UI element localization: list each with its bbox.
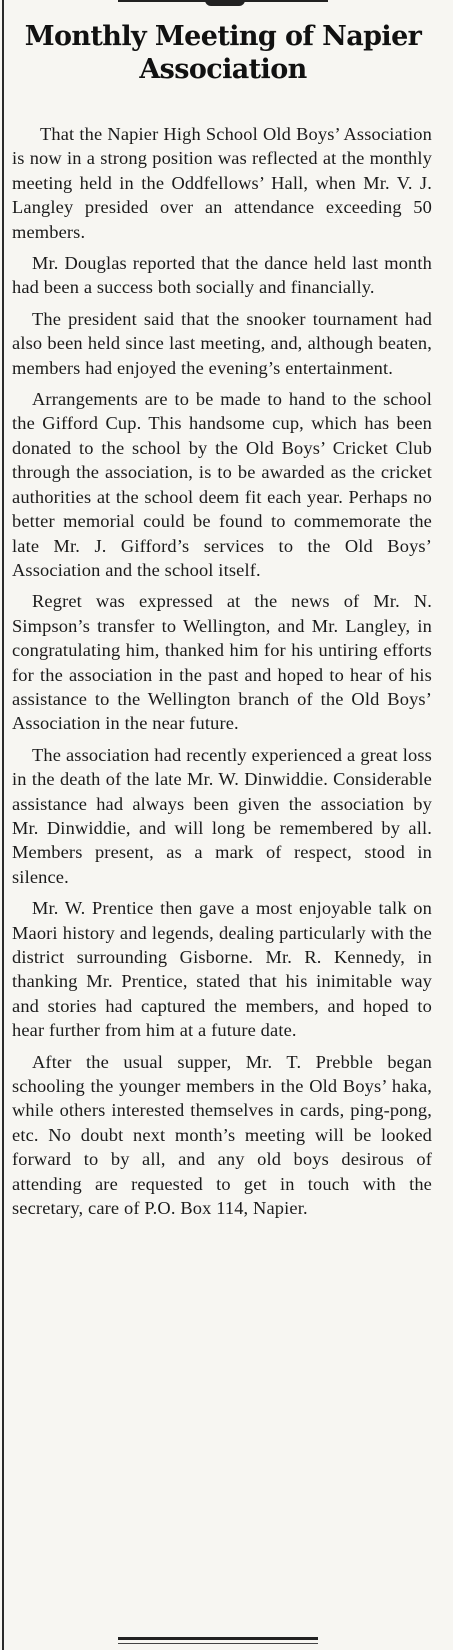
article-paragraph-5: Regret was expressed at the news of Mr. N. Simpson’s transfer to Wellington, and Mr. Langley, in congratulating him, thanked him for his untiring efforts for the association in the past and hoped to hear of his assistance to the Wellington branch of the Old Boys’ Association in the near future. bbox=[12, 591, 432, 734]
article-body bbox=[12, 122, 432, 1227]
column-border-line bbox=[2, 0, 4, 1650]
article-paragraph-1: That the Napier High School Old Boys’ Association is now in a strong position was reflected at the monthly meeting held in the Oddfellows’ Hall, when Mr. V. J. Langley presided over an attendance exceeding 50 members. bbox=[12, 124, 432, 242]
article-paragraph-4: Arrangements are to be made to hand to the school the Gifford Cup. This handsome cup, which has been donated to the school by the Old Boys’ Cricket Club through the association, is to be awarded as the cricket authorities at the school deem fit each year. Perhaps no better memorial could be found to commemorate the late Mr. J. Gifford’s services to the Old Boys’ Association and the school itself. bbox=[12, 389, 432, 580]
article-paragraph-3: The president said that the snooker tournament had also been held since last meeting, and, although beaten, members had enjoyed the evening’s entertainment. bbox=[12, 308, 432, 378]
bottom-divider-rule bbox=[118, 1637, 318, 1640]
article-paragraph-7: Mr. W. Prentice then gave a most enjoyable talk on Maori history and legends, dealing particularly with the district surrounding Gisborne. Mr. R. Kennedy, in thanking Mr. Prentice, stated that his inimitable way and stories had captured the members, and hoped to hear further from him at a future date. bbox=[12, 898, 432, 1041]
article-paragraph-6: The association had recently experienced a great loss in the death of the late Mr. W. Dinwiddie. Considerable assistance had always been given the association by Mr. Dinwiddie, and will long be remembered by all. Members present, as a mark of respect, stood in silence. bbox=[12, 744, 432, 887]
bottom-divider-rule-thin bbox=[118, 1643, 318, 1644]
top-ornament-icon bbox=[205, 0, 245, 6]
article-paragraph-2: Mr. Douglas reported that the dance held last month had been a success both socially and financially. bbox=[12, 253, 432, 298]
article-headline: Monthly Meeting of Napier Association bbox=[24, 21, 422, 85]
article-paragraph-8: After the usual supper, Mr. T. Prebble began schooling the younger members in the Old Boys’ haka, while others interested themselves in cards, ping-pong, etc. No doubt next month’s meeting will be looked forward to by all, and any old boys desirous of attending are requested to get in touch with the secretary, care of P.O. Box 114, Napier. bbox=[12, 1051, 432, 1219]
